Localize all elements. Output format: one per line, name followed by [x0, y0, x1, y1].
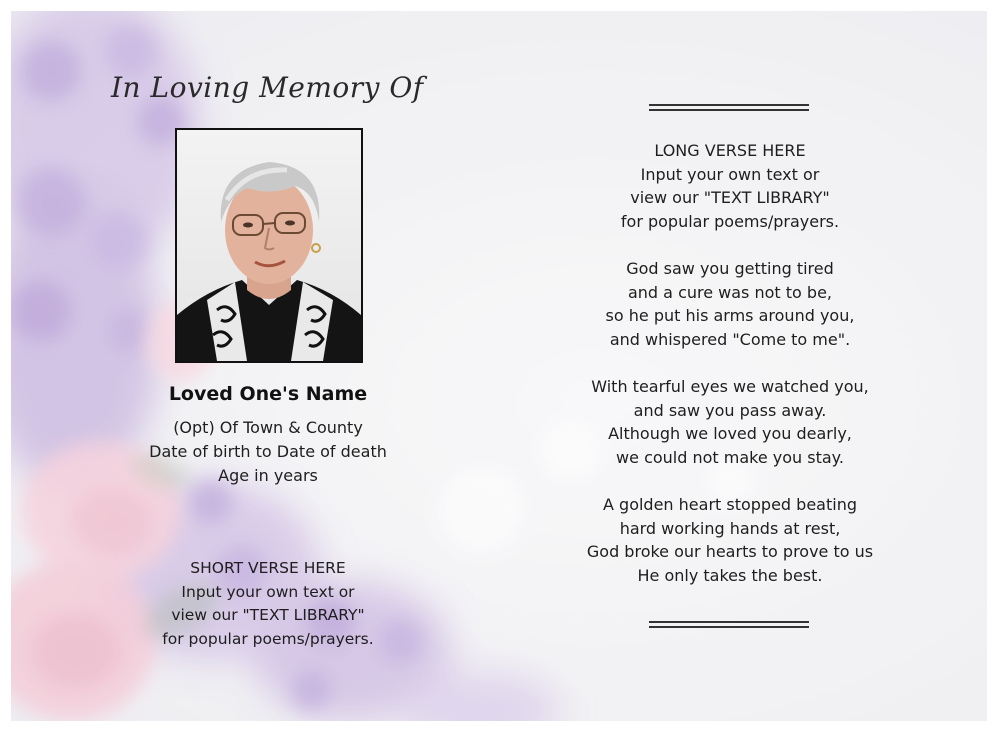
memorial-card: [11, 11, 987, 721]
age-line: Age in years: [218, 466, 318, 485]
verse-line: God saw you getting tired: [626, 258, 834, 278]
dates-line: Date of birth to Date of death: [149, 442, 387, 461]
verse-stanza: [555, 493, 905, 587]
long-verse: [555, 139, 905, 587]
top-double-rule: [649, 104, 809, 111]
verse-stanza: [555, 257, 905, 351]
verse-line: He only takes the best.: [637, 565, 823, 585]
portrait-illustration: [177, 130, 361, 361]
verse-line: God broke our hearts to prove to us: [586, 542, 874, 562]
verse-line: so he put his arms around you,: [605, 306, 855, 326]
verse-line: With tearful eyes we watched you,: [591, 376, 869, 396]
short-verse-line: for popular poems/prayers.: [162, 629, 374, 648]
in-loving-memory-heading: In Loving Memory Of: [111, 71, 424, 104]
bottom-double-rule: [649, 621, 809, 628]
verse-line: and a cure was not to be,: [627, 282, 832, 302]
verse-line: view our "TEXT LIBRARY": [630, 188, 830, 208]
short-verse-line: Input your own text or: [181, 582, 355, 601]
personal-details: [108, 416, 428, 488]
short-verse-line: SHORT VERSE HERE: [190, 559, 346, 577]
verse-stanza: [555, 375, 905, 469]
town-county-line: (Opt) Of Town & County: [173, 418, 363, 437]
verse-line: A golden heart stopped beating: [603, 494, 857, 514]
verse-line: we could not make you stay.: [616, 447, 844, 467]
short-verse: [108, 557, 428, 651]
verse-line: Input your own text or: [640, 164, 820, 184]
short-verse-line: view our "TEXT LIBRARY": [171, 606, 365, 624]
verse-line: for popular poems/prayers.: [620, 211, 840, 231]
verse-line: and saw you pass away.: [633, 400, 827, 420]
verse-line: and whispered "Come to me".: [609, 329, 851, 349]
portrait-photo: [175, 128, 363, 363]
loved-one-name: Loved One's Name: [168, 383, 368, 405]
verse-stanza: [555, 139, 905, 233]
verse-line: LONG VERSE HERE: [654, 141, 806, 160]
verse-line: Although we loved you dearly,: [608, 424, 852, 444]
verse-line: hard working hands at rest,: [619, 518, 841, 538]
